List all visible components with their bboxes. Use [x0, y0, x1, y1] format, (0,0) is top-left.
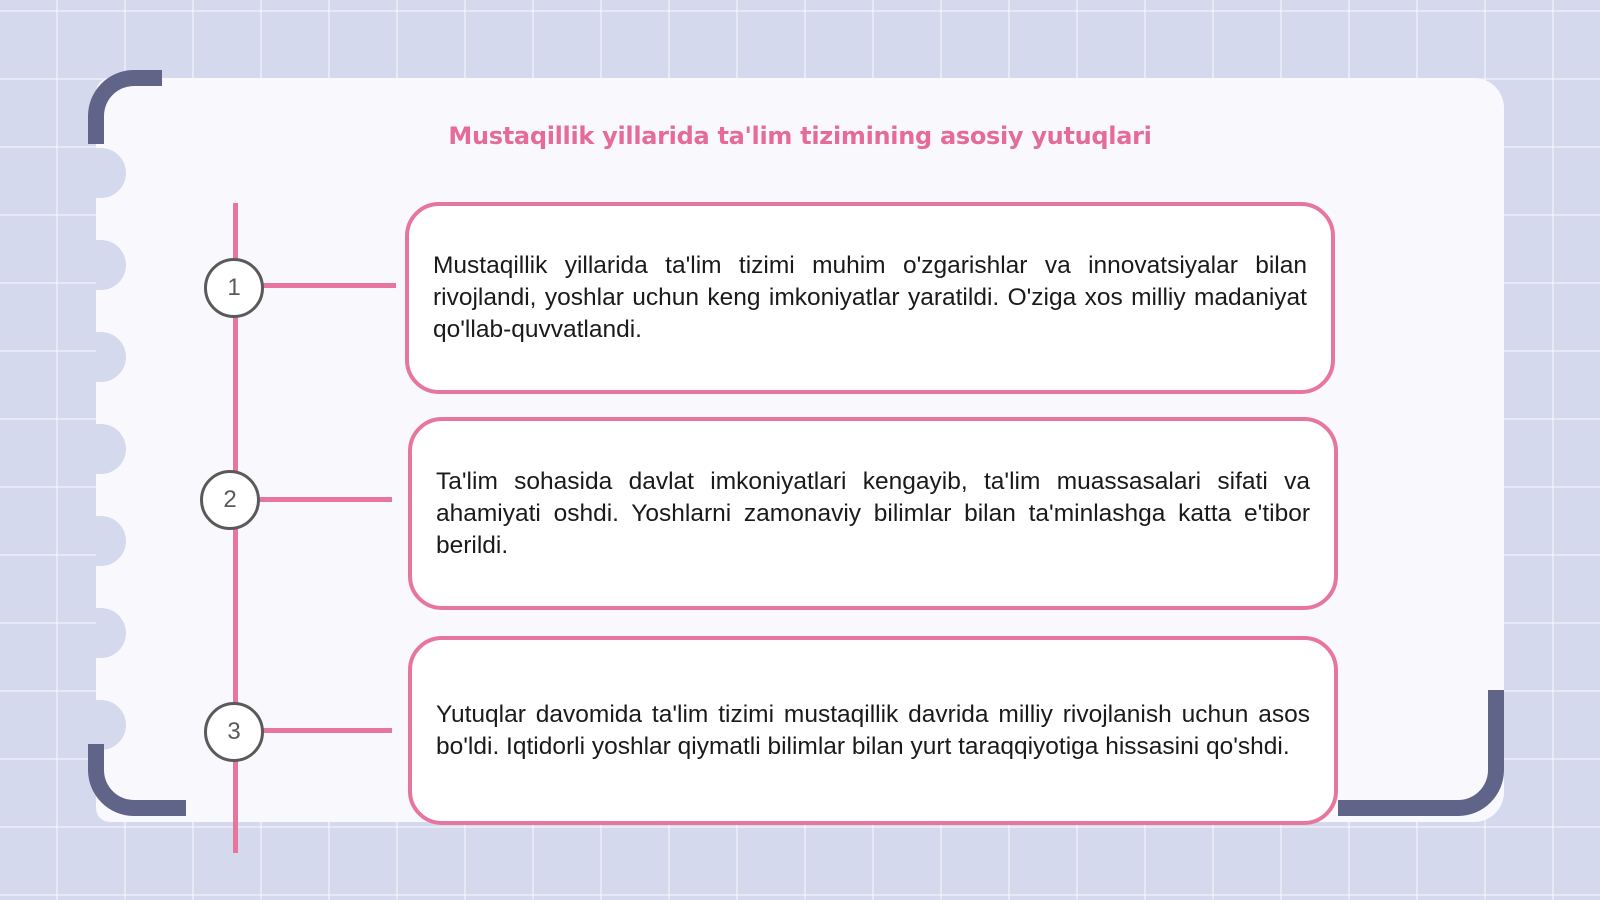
- card-text-2: Ta'lim sohasida davlat imkoniyatlari kengayib, ta'lim muassasalari sifati va ahamiyati oshdi. Yoshlarni zamonaviy bilimlar bilan ta'minlashga katta e'tibor berildi.: [436, 467, 1310, 559]
- timeline-card-3: [408, 636, 1338, 825]
- step-number-1: 1: [204, 258, 264, 318]
- card-text-1: Mustaqillik yillarida ta'lim tizimi muhim o'zgarishlar va innovatsiyalar bilan rivojlandi, yoshlar uchun keng imkoniyatlar yaratildi. O'ziga xos milliy madaniyat qo'llab-quvvatlandi.: [433, 252, 1307, 343]
- timeline-card-2: [408, 417, 1338, 610]
- corner-bracket-bottom-right: [1338, 690, 1504, 816]
- timeline-connector: [262, 728, 392, 733]
- timeline-connector: [262, 283, 396, 288]
- timeline-card-1: [405, 202, 1335, 394]
- step-number-2: 2: [200, 470, 260, 530]
- step-number-3: 3: [204, 702, 264, 762]
- timeline-connector: [258, 497, 392, 502]
- slide-title: Mustaqillik yillarida ta'lim tizimining asosiy yutuqlari: [448, 122, 1152, 150]
- card-text-3: Yutuqlar davomida ta'lim tizimi mustaqillik davrida milliy rivojlanish uchun asos bo'ldi. Iqtidorli yoshlar qiymatli bilimlar bilan yurt taraqqiyotiga hissasini qo'shdi.: [436, 700, 1310, 760]
